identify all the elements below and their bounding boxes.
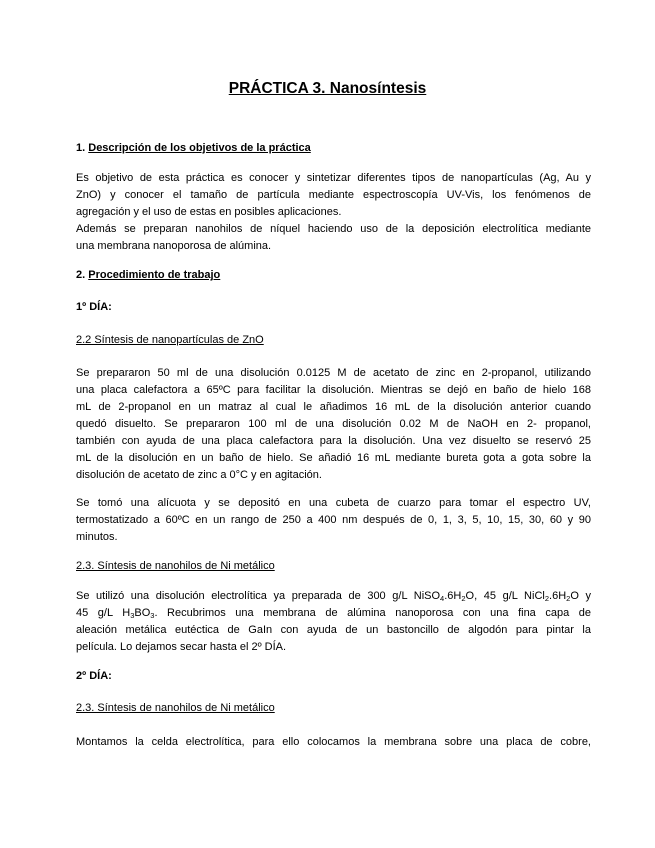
uv-paragraph-line: Se tomó una alícuota y se depositó en una cubeta de cuarzo para tomar el espectro UV, (76, 497, 591, 509)
zno-paragraph-line: una placa calefactora a 65ºC para facilitar la disolución. Mientras se dejó en baño de hielo 168 (76, 384, 591, 396)
section-1-line: agregación y el uso de estas en posibles aplicaciones. (76, 206, 342, 218)
day-2-label: 2º DÍA: (76, 670, 112, 682)
subsection-2-3-repeat-heading: 2.3. Síntesis de nanohilos de Ni metálico (76, 702, 275, 714)
nickel-paragraph-line: 45 g/L $H_3BO_3$. Recubrimos una membrana de alúmina nanoporosa con una fina capa de (76, 607, 591, 620)
zno-paragraph-line: mL de la disolución en un baño de hielo. Se añadió 16 mL mediante bureta gota a gota sobre la (76, 452, 591, 464)
uv-paragraph-line: minutos. (76, 531, 118, 543)
zno-paragraph-line: Se prepararon 50 ml de una disolución 0.0125 M de acetato de zinc en 2-propanol, utilizando (76, 367, 591, 379)
section-1-line: ZnO) y conocer el tamaño de partícula mediante espectroscopía UV-Vis, los fenómenos de (76, 189, 591, 201)
nickel-paragraph-line: aleación metálica eutéctica de GaIn con ayuda de un bastoncillo de algodón para pintar la (76, 624, 591, 636)
zno-paragraph-line: mL de 2-propanol en un matraz al cual le añadimos 16 mL de la disolución anterior cuando (76, 401, 591, 413)
section-1-line: una membrana nanoporosa de alúmina. (76, 240, 272, 252)
section-2-heading: 2. Procedimiento de trabajo (76, 269, 221, 281)
page-title: PRÁCTICA 3. Nanosíntesis (228, 80, 427, 97)
zno-paragraph-line: también con ayuda de una placa calefactora para la disolución. Una vez disuelto se reservó 25 (76, 435, 591, 447)
zno-paragraph-line: disolución de acetato de zinc a 0°C y en agitación. (76, 469, 322, 481)
subsection-2-2-heading: 2.2 Síntesis de nanopartículas de ZnO (76, 334, 264, 346)
zno-paragraph-line: quedó disuelto. Se prepararon 100 ml de una disolución 0.02 M de NaOH en 2- propanol, (76, 418, 591, 430)
section-1-line: Además se preparan nanohilos de níquel haciendo uso de la deposición electrolítica mediante (76, 223, 591, 235)
section-1-heading: 1. Descripción de los objetivos de la práctica (76, 142, 311, 154)
section-1-line: Es objetivo de esta práctica es conocer y sintetizar diferentes tipos de nanopartículas (Ag, Au y (76, 172, 591, 184)
uv-paragraph-line: termostatizado a 60ºC en un rango de 250 a 400 nm después de 0, 1, 3, 5, 10, 15, 30, 60 y 90 (76, 514, 591, 526)
subsection-2-3-heading: 2.3. Síntesis de nanohilos de Ni metálico (76, 560, 275, 572)
cell-paragraph-line: Montamos la celda electrolítica, para ello colocamos la membrana sobre una placa de cobre, (76, 736, 591, 748)
nickel-paragraph-line: Se utilizó una disolución electrolítica ya preparada de 300 g/L $NiSO_4.6H_2O$, 45 g/L $NiCl_2.6H_2O$ y (76, 590, 591, 603)
nickel-paragraph-line: película. Lo dejamos secar hasta el 2º DÍA. (76, 641, 287, 653)
day-1-label: 1º DÍA: (76, 301, 112, 313)
